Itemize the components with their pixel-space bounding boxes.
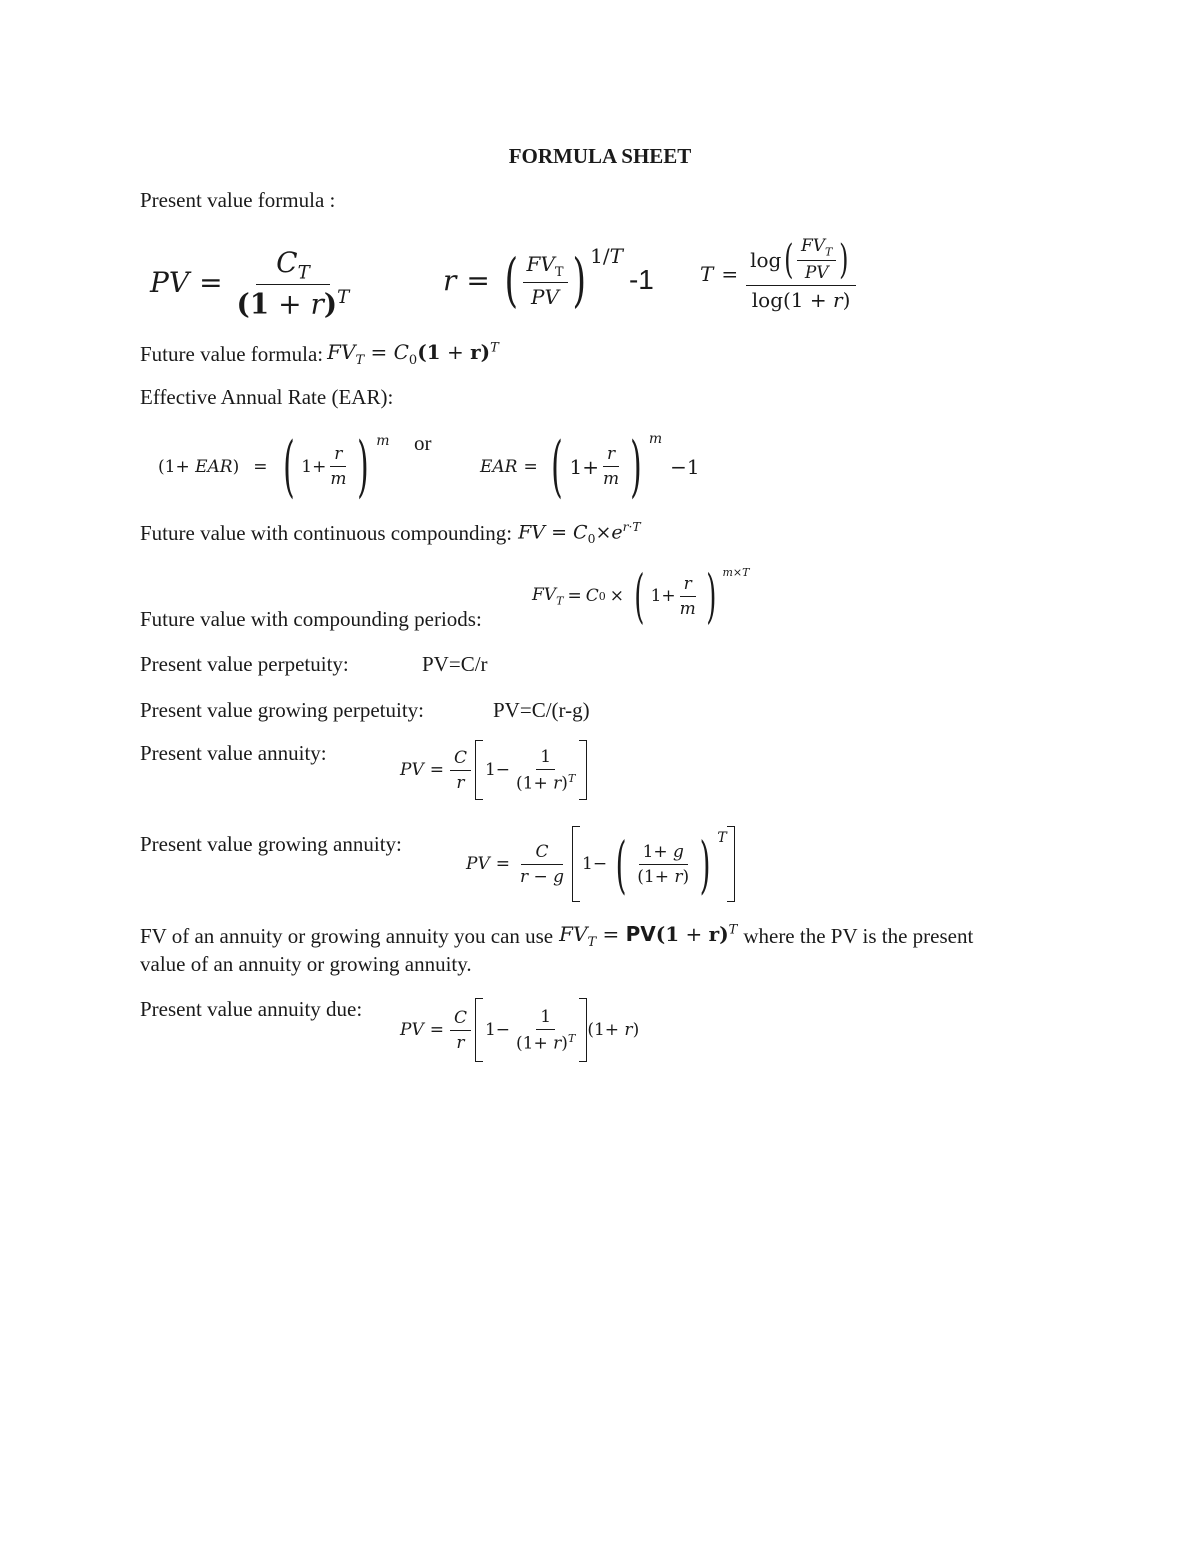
pv-growing-perpetuity-label: Present value growing perpetuity: xyxy=(140,698,425,722)
fv-formula-line: Future value formula: $FV_T = C_0(1 + r)^T$ xyxy=(140,340,499,368)
time-equation: T = log ( $\frac{FV_T}{PV}$ ) log(1 + r) xyxy=(700,236,856,312)
pv-equation: PV = $\frac{C_T}{(1 + r)^T}$ xyxy=(150,246,350,320)
fv-periods-label: Future value with compounding periods: xyxy=(140,607,482,631)
pv-annuity-due-label: Present value annuity due: xyxy=(140,997,363,1021)
fv-continuous-line: Future value with continuous compounding: FV = $C_0\times e^{r\cdot T}$ xyxy=(140,520,641,547)
fv-continuous-label: Future value with continuous compounding: xyxy=(140,520,513,545)
rate-equation: r = ( $\frac{FV_T}{PV}$ ) 1/T -1 xyxy=(443,244,654,314)
pv-growing-annuity-label: Present value growing annuity: xyxy=(140,832,402,856)
fv-formula-label: Future value formula: xyxy=(140,341,324,366)
pv-perpetuity-formula: PV=C/r xyxy=(422,652,488,676)
pv-annuity-label: Present value annuity: xyxy=(140,741,327,765)
pv-growing-annuity-equation: PV = $\frac{C}{r - g}$ 1− ( $\frac{1+ g}{(1+ r)}$ ) T xyxy=(466,826,735,902)
fv-annuity-text-1: FV of an annuity or growing annuity you can use xyxy=(140,923,554,948)
fv-annuity-text-2: where the PV is the present xyxy=(743,923,974,948)
fv-annuity-line-1: FV of an annuity or growing annuity you can use $FV_T = PV(1 + r)^T$ where the PV is the present xyxy=(140,922,974,950)
ear-equation-2: EAR = ( 1+ $\frac{r}{m}$ ) m −1 xyxy=(480,428,700,505)
ear-equation-1: (1+ EAR) = ( 1+ $\frac{r}{m}$ ) m xyxy=(158,428,390,505)
pv-growing-perpetuity-formula: PV=C/(r-g) xyxy=(493,698,590,722)
pv-annuity-equation: PV = $\frac{C}{r}$ 1− $\frac{1}{(1+ r)^T}$ xyxy=(400,740,587,800)
fv-periods-equation: $FV_T$ = C 0 × ( 1+ $\frac{r}{m}$ ) m×T xyxy=(532,562,750,630)
pv-perpetuity-label: Present value perpetuity: xyxy=(140,652,349,676)
pv-formula-label: Present value formula : xyxy=(140,188,336,212)
fv-annuity-text-3: value of an annuity or growing annuity. xyxy=(140,952,472,976)
pv-annuity-due-equation: PV = $\frac{C}{r}$ 1− $\frac{1}{(1+ r)^T}$ (1+ r) xyxy=(400,998,639,1062)
ear-label: Effective Annual Rate (EAR): xyxy=(140,385,394,409)
or-text: or xyxy=(414,431,432,455)
page-title: FORMULA SHEET xyxy=(508,144,692,168)
